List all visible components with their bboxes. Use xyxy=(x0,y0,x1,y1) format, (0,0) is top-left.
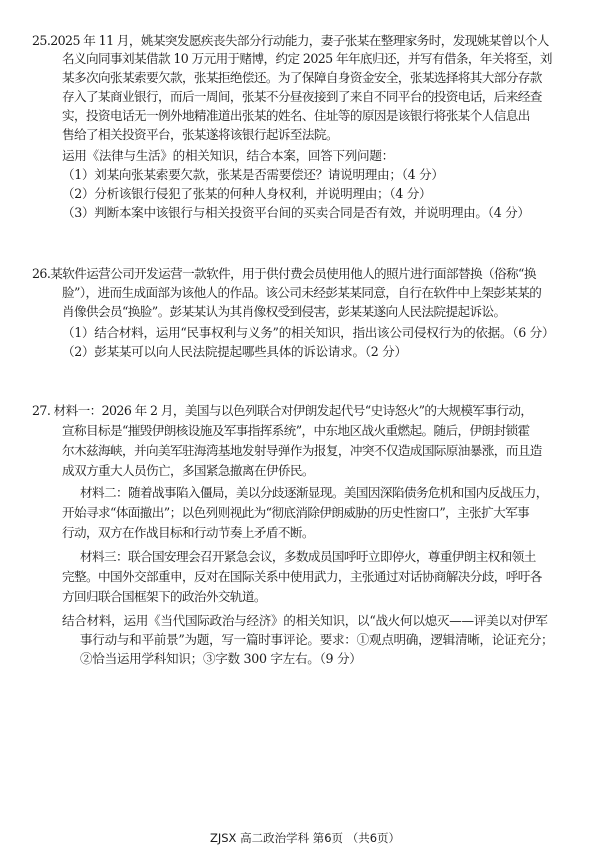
q26-sub-2: （2）彭某某可以向人民法院提起哪些具体的诉讼请求。（2 分） xyxy=(62,344,407,359)
q25-line-4: 存入了某商业银行，而后一周间，张某不分昼夜接到了来自不同平台的投资电话，后来经查 xyxy=(62,89,542,104)
q25-line-5: 实，投资电话无一例外地精准道出张某的姓名、住址等的原因是该银行将张某个人信息出 xyxy=(62,108,530,123)
q27-material-3-line-2: 完整。中国外交部重申，反对在国际关系中使用武力，主张通过对话协商解决分歧，呼吁各 xyxy=(62,569,542,584)
q25-line-3: 某多次向张某索要欠款，张某拒绝偿还。为了保障自身资金安全，张某选择将其大部分存款 xyxy=(62,70,542,85)
q26-line-1: 26.某软件运营公司开发运营一款软件，用于供付费会员使用他人的照片进行面部替换（俗称“换 xyxy=(32,266,536,281)
q25-line-1: 25.2025 年 11 月，姚某突发愿疾丧失部分行动能力，妻子张某在整理家务时，发现姚某曾以个人 xyxy=(32,33,549,48)
q27-task-line-2: 事行动与和平前景”为题，写一篇时事评论。要求：①观点明确，逻辑清晰，论证充分； xyxy=(80,632,554,647)
q27-material-3-line-3: 方回归联合国框架下的政治外交轨道。 xyxy=(62,589,266,604)
q26-line-2: 脸”），进而生成面部为该他人的作品。该公司未经彭某某同意，自行在软件中上架彭某某的 xyxy=(62,285,542,300)
q27-material-1-line-1: 27. 材料一：2026 年 2 月，美国与以色列联合对伊朗发起代号“史诗怒火”的大规模军事行动， xyxy=(32,403,533,418)
q27-task-line-1: 结合材料，运用《当代国际政治与经济》的相关知识，以“战火何以熄灭——评美以对伊军 xyxy=(62,613,548,628)
q27-material-3-line-1: 材料三：联合国安理会召开紧急会议，多数成员国呼吁立即停火，尊重伊朗主权和领土 xyxy=(80,549,536,564)
q27-material-1-line-2: 宣称目标是“摧毁伊朗核设施及军事指挥系统”，中东地区战火重燃起。随后，伊朗封锁霍 xyxy=(62,423,530,438)
q26-line-3: 肖像供会员“换脸”。彭某某认为其肖像权受到侵害，彭某某遂向人民法院提起诉讼。 xyxy=(62,304,506,319)
q25-sub-2: （2）分析该银行侵犯了张某的何种人身权利，并说明理由；（4 分） xyxy=(62,186,432,201)
q25-line-6: 售给了相关投资平台，张某遂将该银行起诉至法院。 xyxy=(62,127,338,142)
q25-line-2: 名义向同事刘某借款 10 万元用于赌博，约定 2025 年年底归还，并写有借条，年关将至，刘 xyxy=(62,51,552,66)
q25-sub-3: （3）判断本案中该银行与相关投资平台间的买卖合同是否有效，并说明理由。（4 分） xyxy=(62,205,530,220)
q25-sub-1: （1）刘某向张某索要欠款，张某是否需要偿还？请说明理由；（4 分） xyxy=(62,167,444,182)
q26-sub-1: （1）结合材料，运用“民事权利与义务”的相关知识，指出该公司侵权行为的依据。（6 分） xyxy=(62,325,555,340)
page-footer: ZJSX 高二政治学科 第6页 （共6页） xyxy=(209,831,401,845)
q27-material-2-line-3: 行动，双方在作战目标和行动节奏上矛盾不断。 xyxy=(62,525,314,540)
q25-prompt: 运用《法律与生活》的相关知识，结合本案，回答下列问题： xyxy=(62,148,394,163)
q27-task-line-3: ②恰当运用学科知识；③字数 300 字左右。（9 分） xyxy=(80,651,362,666)
q27-material-1-line-3: 尔木兹海峡，并向美军驻海湾基地发射导弹作为报复，冲突不仅造成国际原油暴涨，而且造 xyxy=(62,443,542,458)
q27-material-2-line-2: 开始寻求“体面撤出”；以色列则视此为“彻底消除伊朗威胁的历史性窗口”，主张扩大军事 xyxy=(62,505,530,520)
q27-material-1-line-4: 成双方重大人员伤亡，多国紧急撤离在伊侨民。 xyxy=(62,463,314,478)
q27-material-2-line-1: 材料二：随着战事陷入僵局，美以分歧逐渐显现。美国因深陷债务危机和国内反战压力， xyxy=(80,485,548,500)
